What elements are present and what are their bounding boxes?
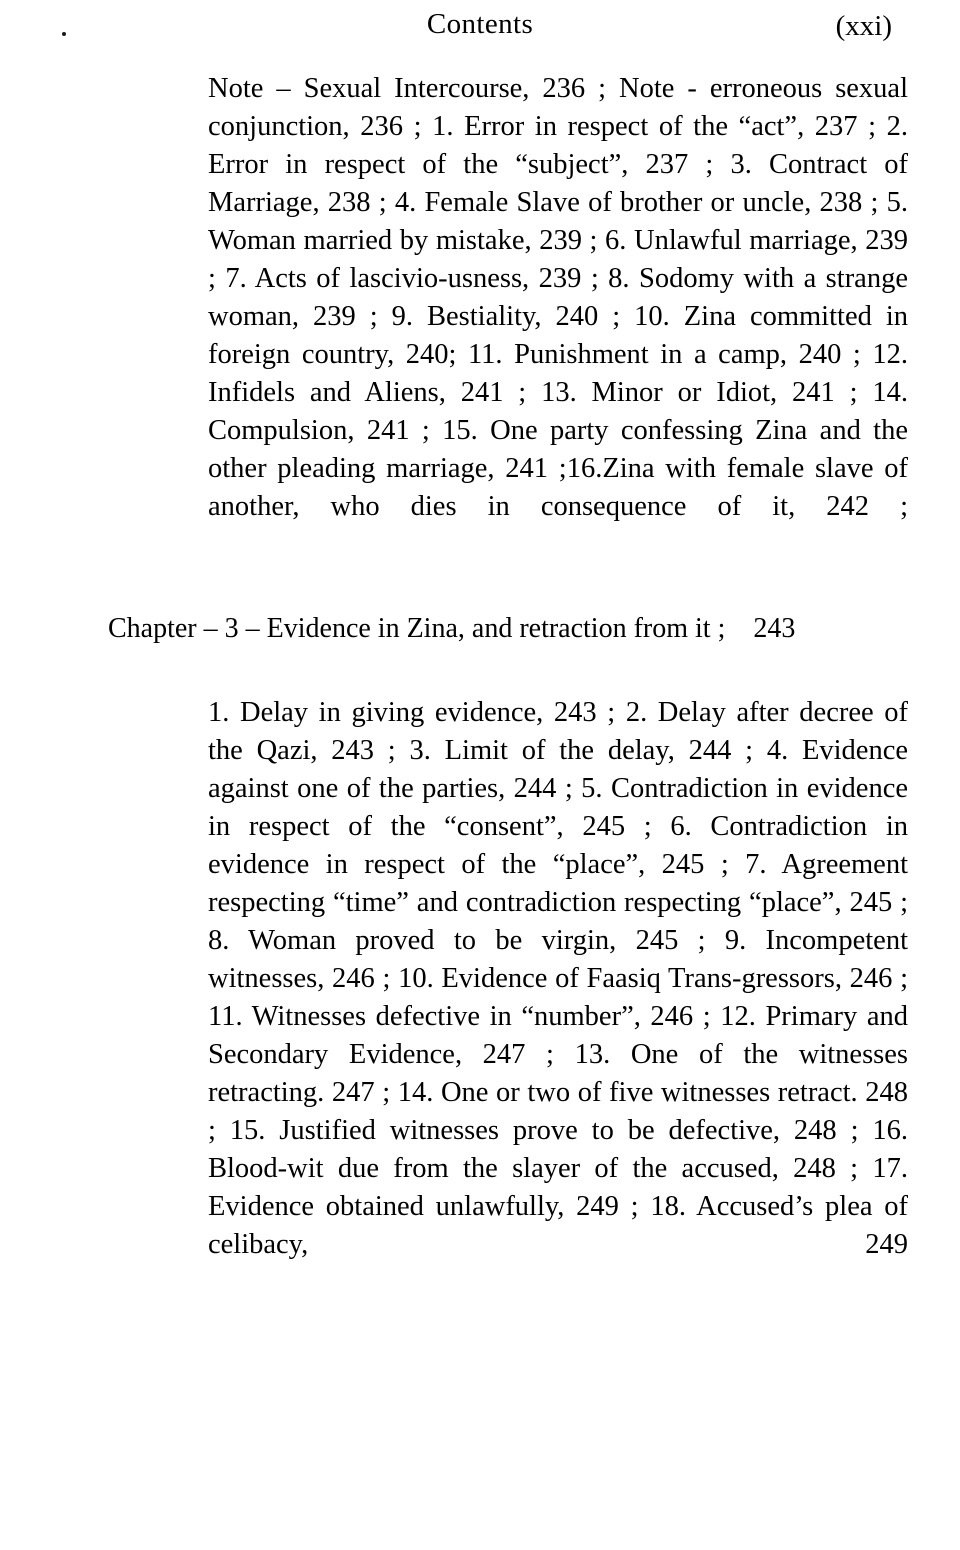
contents-paragraph-chapter2: Note – Sexual Intercourse, 236 ; Note - erroneous sexual conjunction, 236 ; 1. Error in respect of the “act”, 237 ; 2. Error in respect of the “subject”, 237 ; 3. Contract of Marriage, 238 ; 4. Female Slave of brother or uncle, 238 ; 5. Woman married by mistake, 239 ; 6. Unlawful marriage, 239 ; 7. Acts of lascivio-usness, 239 ; 8. Sodomy with a strange woman, 239 ; 9. Bestiality, 240 ; 10. Zina committed in foreign country, 240; 11. Punishment in a camp, 240 ; 12. Infidels and Aliens, 241 ; 13. Minor or Idiot, 241 ; 14. Compulsion, 241 ; 15. One party confessing Zina and the other pleading marriage, 241 ;16.Zina with female slave of another, who dies in consequence of it, 242 ; xyxy=(208,73,908,522)
page-title: Contents xyxy=(426,8,534,40)
chapter-entry-label: Chapter – 3 – Evidence in Zina, and retraction from it ; xyxy=(108,613,726,644)
contents-paragraph-chapter3: 1. Delay in giving evidence, 243 ; 2. Delay after decree of the Qazi, 243 ; 3. Limit of the delay, 244 ; 4. Evidence against one of the parties, 244 ; 5. Contradiction in evidence in respect of the “consent”, 245 ; 6. Contradiction in evidence in respect of the “place”, 245 ; 7. Agreement respecting “time” and contradiction respecting “place”, 245 ; 8. Woman proved to be virgin, 245 ; 9. Incompetent witnesses, 246 ; 10. Evidence of Faasiq Trans-gressors, 246 ; 11. Witnesses defective in “number”, 246 ; 12. Primary and Secondary Evidence, 247 ; 13. One of the witnesses retracting. 247 ; 14. One or two of five witnesses retract. 248 ; 15. Justified witnesses prove to be defective, 248 ; 16. Blood-wit due from the slayer of the accused, 248 ; 17. Evidence obtained unlawfully, 249 ; 18. Accused’s plea of celibacy, 249 xyxy=(208,697,908,1260)
chapter-entry-3 xyxy=(108,610,908,648)
chapter-entry-page: 243 xyxy=(753,613,796,644)
page-folio: (xxi) xyxy=(835,10,892,42)
contents-body xyxy=(108,70,908,1302)
page-header xyxy=(0,8,960,52)
